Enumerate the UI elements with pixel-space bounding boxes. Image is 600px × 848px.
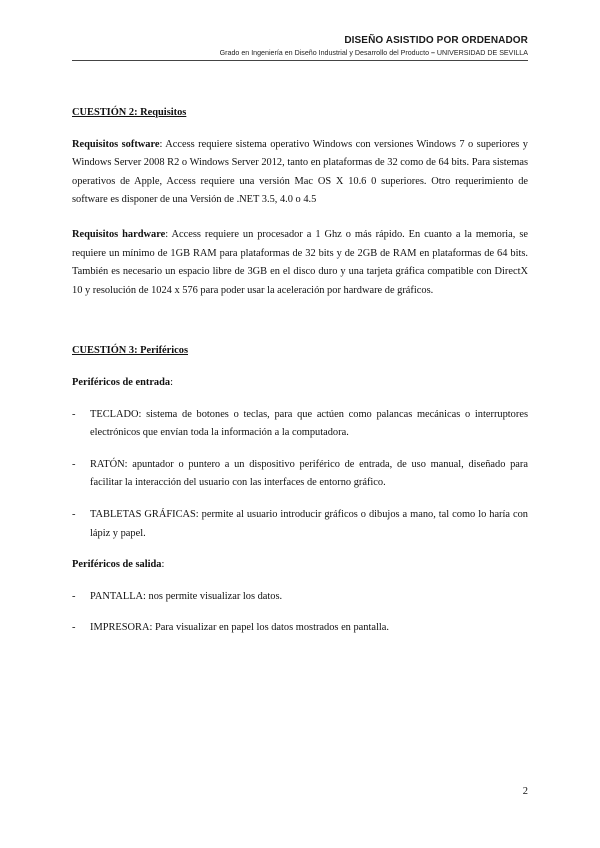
software-requirements-label: Requisitos software xyxy=(72,138,160,150)
list-dash: - xyxy=(72,590,76,602)
list-dash: - xyxy=(72,622,76,634)
list-item-text: TECLADO: sistema de botones o teclas, para que actúen como palancas mecánicas o interruptores electrónicos que envían toda la información a la computadora. xyxy=(90,408,528,439)
software-requirements-paragraph xyxy=(72,136,528,210)
header-divider xyxy=(72,60,528,61)
list-item-text: PANTALLA: nos permite visualizar los datos. xyxy=(90,590,283,602)
output-peripherals-label: Periféricos de salida xyxy=(72,559,162,571)
document-body xyxy=(72,100,528,638)
input-peripherals-label: Periféricos de entrada xyxy=(72,376,171,388)
header-subtitle-separator: – xyxy=(429,49,437,57)
section-title-cuestion-3: CUESTIÓN 3: Periféricos xyxy=(72,345,189,357)
output-peripherals-heading: Periféricos de salida: xyxy=(72,559,165,571)
list-item-teclado xyxy=(72,406,528,443)
hardware-requirements-text: : Access requiere un procesador a 1 Ghz o más rápido. En cuanto a la memoria, se requiere un mínimo de 1GB RAM para plataformas de 32 bits y de 2GB de RAM en plataformas de 64 bits. También es necesario un espacio libre de 3GB en el disco duro y una tarjeta gráfica compatible con DirectX 10 y resolución de 1024 x 576 para poder usar la aceleración por hardware de gráficos. xyxy=(72,228,528,296)
hardware-requirements-paragraph xyxy=(72,226,528,300)
list-item-text: IMPRESORA: Para visualizar en papel los datos mostrados en pantalla. xyxy=(90,622,389,634)
input-peripherals-heading: Periféricos de entrada: xyxy=(72,376,173,388)
list-dash: - xyxy=(72,508,76,520)
section-title-cuestion-2: CUESTIÓN 2: Requisitos xyxy=(72,107,187,118)
list-item-text: RATÓN: apuntador o puntero a un dispositivo periférico de entrada, de uso manual, diseñado para facilitar la interacción del usuario con las interfaces de entorno gráfico. xyxy=(90,458,528,489)
list-dash: - xyxy=(72,458,76,470)
list-item-pantalla xyxy=(72,588,528,607)
header-title: DISEÑO ASISTIDO POR ORDENADOR xyxy=(344,35,528,46)
list-dash: - xyxy=(72,408,76,420)
hardware-requirements-label: Requisitos hardware xyxy=(72,228,166,240)
page-number: 2 xyxy=(522,786,528,797)
list-item-text: TABLETAS GRÁFICAS: permite al usuario introducir gráficos o dibujos a mano, tal como lo haría con lápiz y papel. xyxy=(90,508,528,539)
header-subtitle xyxy=(220,49,528,57)
header-subtitle-degree: Grado en Ingeniería en Diseño Industrial y Desarrollo del Producto xyxy=(219,49,430,57)
list-item-raton xyxy=(72,456,528,493)
header-subtitle-university: UNIVERSIDAD DE SEVILLA xyxy=(436,49,528,57)
list-item-tabletas-graficas xyxy=(72,506,528,543)
software-requirements-text: : Access requiere sistema operativo Windows con versiones Windows 7 o superiores y Windows Server 2008 R2 o Windows Server 2012, tanto en plataformas de 32 como de 64 bits. Para sistemas operativos de Apple, Access requiere una versión Mac OS X 10.6 0 superiores. Otro requerimiento de software es disponer de una Versión de .NET 3.5, 4.0 o 4.5 xyxy=(72,138,528,206)
list-item-impresora xyxy=(72,619,528,638)
